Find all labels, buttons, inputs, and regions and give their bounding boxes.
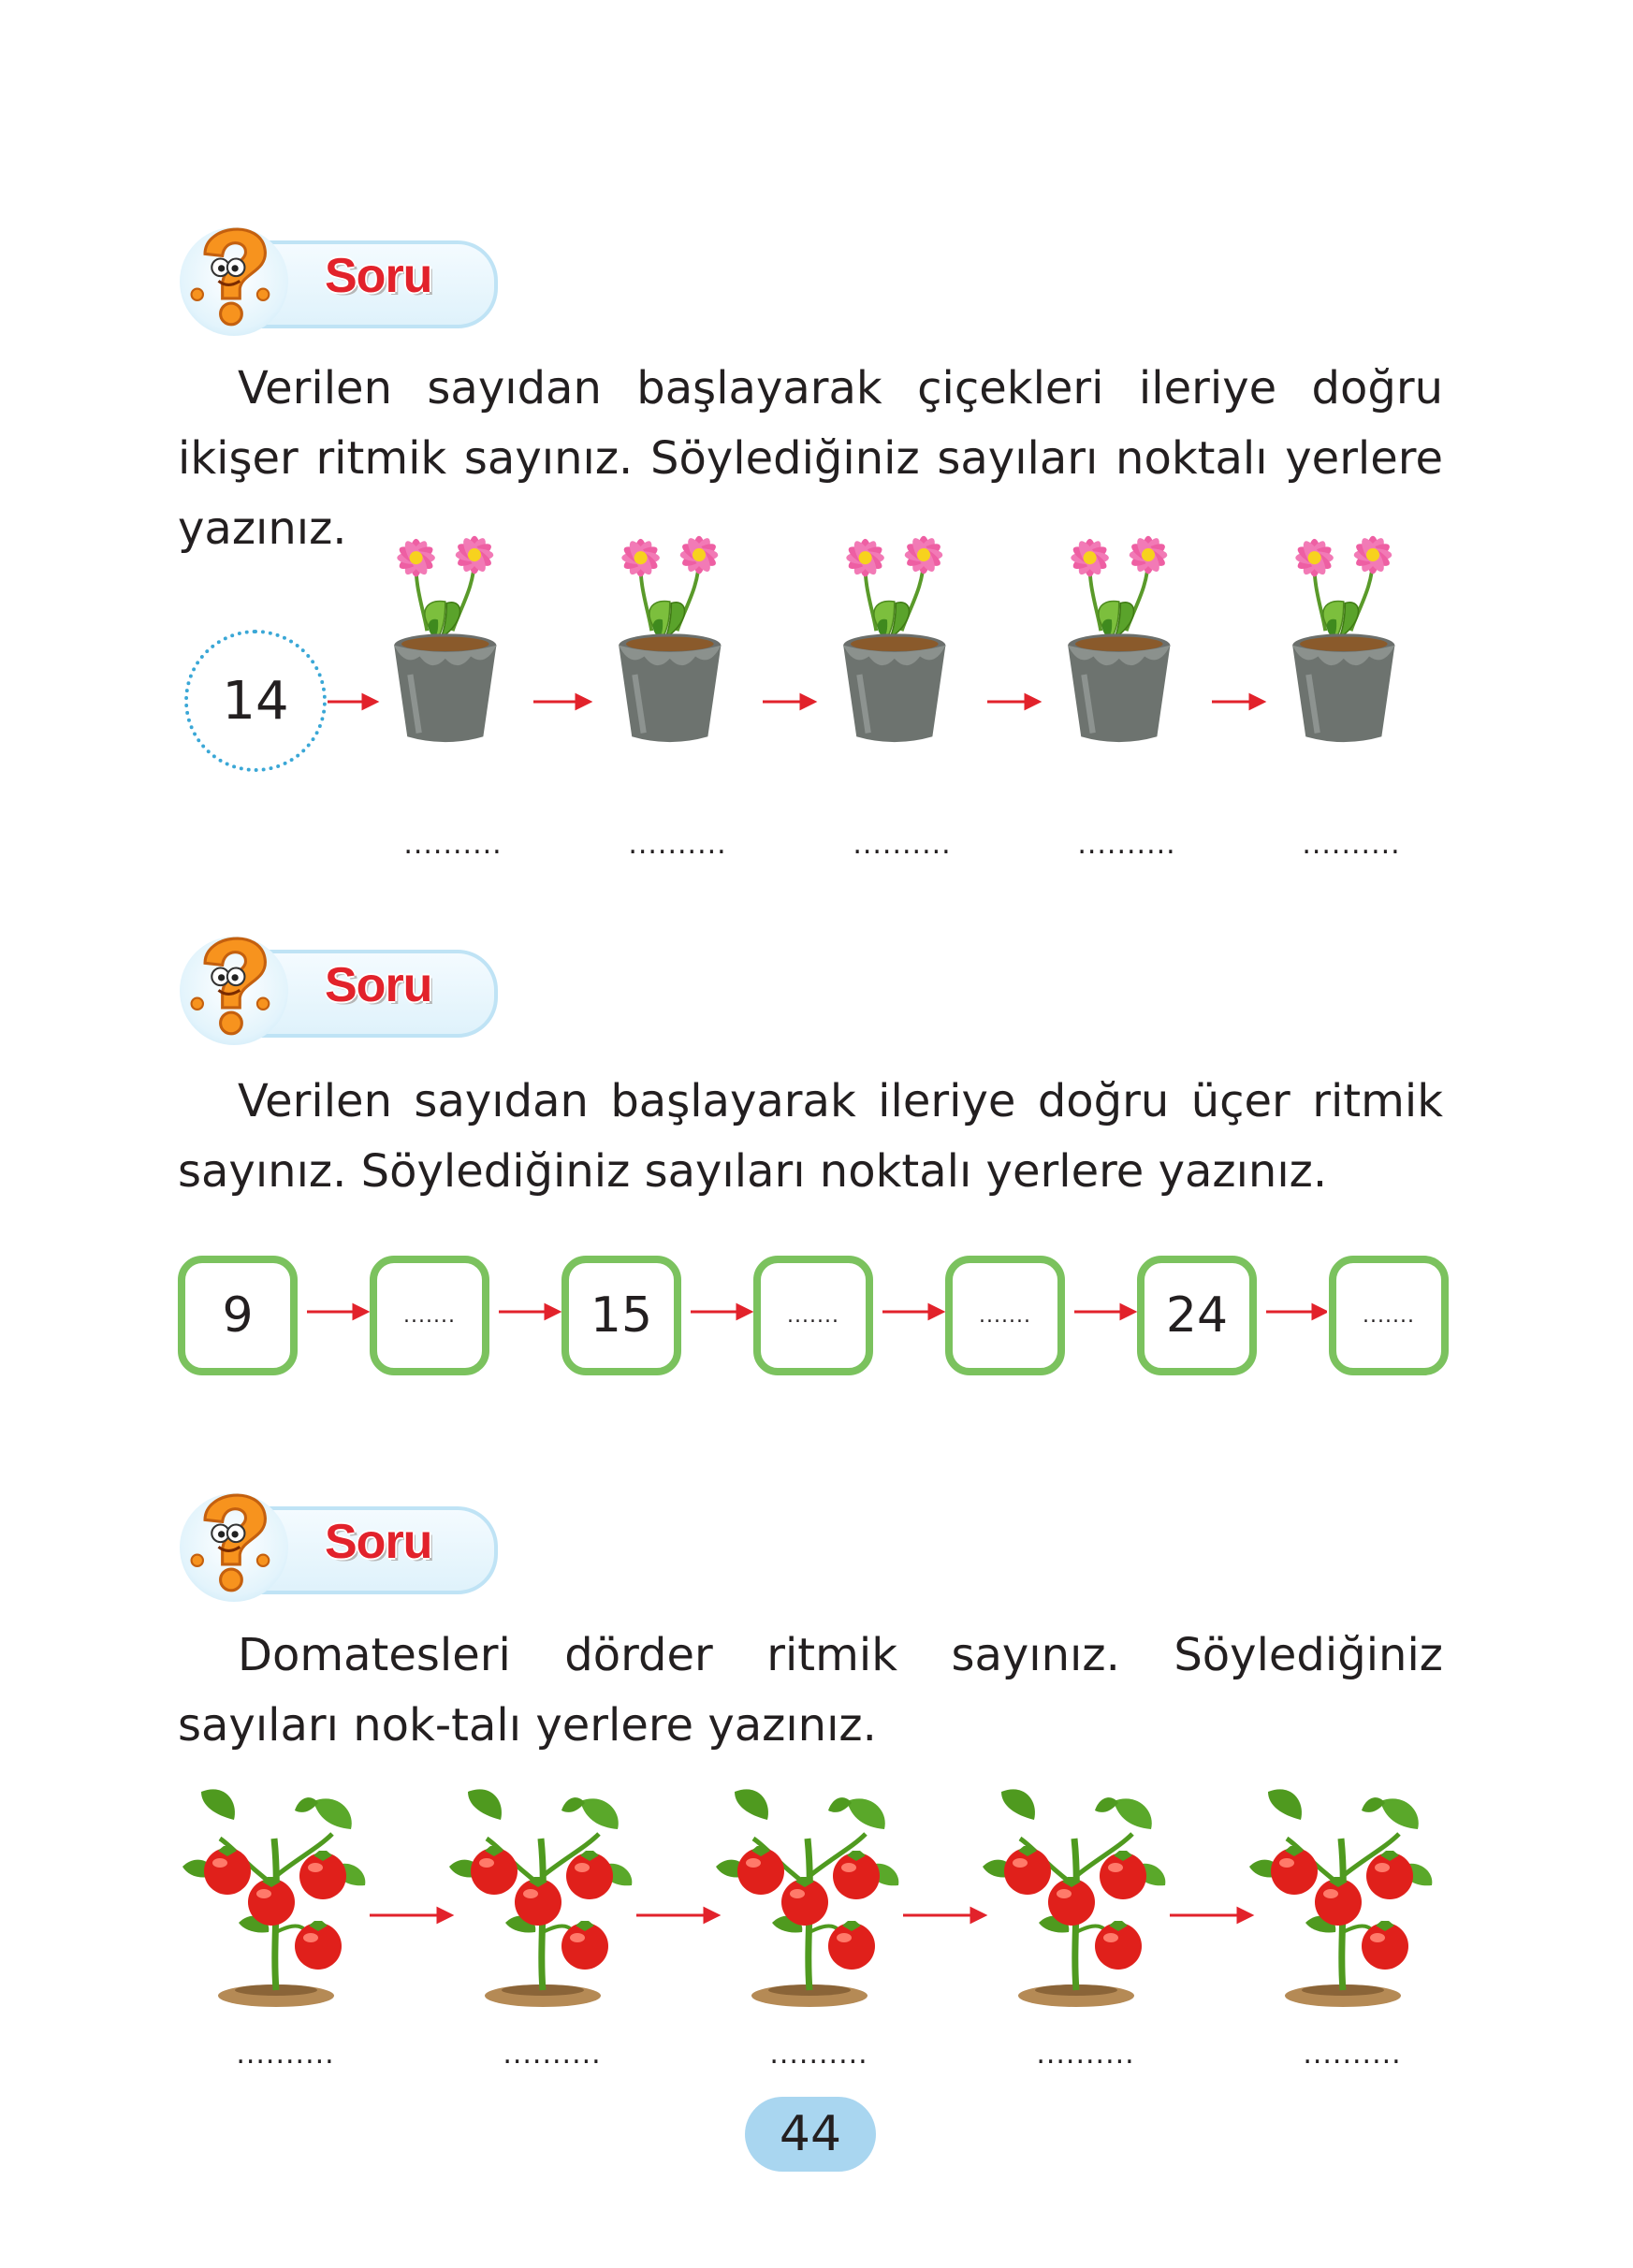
answer-blank[interactable]: .......... <box>1303 2038 1402 2071</box>
arrow-icon <box>307 1305 367 1318</box>
arrow-icon <box>1266 1305 1326 1318</box>
arrow-icon <box>636 1909 718 1922</box>
tomato-plant-1 <box>182 1789 365 2007</box>
soru-label-1: Soru <box>325 249 432 303</box>
question-text-3: Domatesleri dörder ritmik sayınız. Söylediğiniz sayıları nok-talı yerlere yazınız. <box>178 1629 1443 1752</box>
answer-blank[interactable]: .......... <box>236 2038 335 2071</box>
arrow-icon <box>499 1305 559 1318</box>
answer-blank[interactable]: .......... <box>1036 2038 1135 2071</box>
question-mascot-icon <box>185 1483 279 1595</box>
tomato-plant-4 <box>983 1789 1165 2007</box>
number-box[interactable]: ....... <box>370 1256 489 1375</box>
answer-blank[interactable]: .......... <box>628 828 727 861</box>
answer-blank[interactable]: .......... <box>1302 828 1401 861</box>
soru-label-2: Soru <box>325 958 432 1012</box>
soru-label-3: Soru <box>325 1515 432 1569</box>
start-number-circle: 14 <box>184 630 327 772</box>
question-text-2: Verilen sayıdan başlayarak ileriye doğru üçer ritmik sayınız. Söylediğiniz sayıları noktalı yerlere yazınız. <box>178 1075 1443 1198</box>
number-box: 9 <box>178 1256 298 1375</box>
number-box: 24 <box>1137 1256 1257 1375</box>
arrow-icon <box>763 695 814 708</box>
question-text-1: Verilen sayıdan başlayarak çiçekleri ileriye doğru ikişer ritmik sayınız. Söylediğiniz sayıları noktalı yerlere yazınız. <box>178 362 1443 555</box>
arrow-icon <box>370 1909 451 1922</box>
question-mascot-icon <box>185 217 279 329</box>
arrow-icon <box>328 695 376 708</box>
flower-pot-3 <box>843 535 945 742</box>
number-box[interactable]: ....... <box>753 1256 873 1375</box>
page-number: 44 <box>745 2097 876 2172</box>
answer-blank[interactable]: .......... <box>769 2038 868 2071</box>
number-box[interactable]: ....... <box>1329 1256 1449 1375</box>
tomato-plant-2 <box>449 1789 632 2007</box>
flower-pot-5 <box>1292 535 1394 742</box>
arrow-icon <box>1074 1305 1134 1318</box>
flower-pot-4 <box>1068 535 1170 742</box>
arrow-icon <box>533 695 590 708</box>
flower-pot-1 <box>394 535 496 742</box>
arrow-icon <box>987 695 1039 708</box>
arrow-icon <box>903 1909 984 1922</box>
answer-blank[interactable]: .......... <box>1077 828 1176 861</box>
tomato-plant-3 <box>716 1789 898 2007</box>
answer-blank[interactable]: .......... <box>403 828 503 861</box>
box-arrows <box>298 1301 1327 1338</box>
tomato-plant-5 <box>1249 1789 1432 2007</box>
tomato-row <box>178 1782 1451 2016</box>
number-box: 15 <box>561 1256 681 1375</box>
arrow-icon <box>882 1305 942 1318</box>
question-mascot-icon <box>185 926 279 1039</box>
arrow-icon <box>691 1305 751 1318</box>
arrow-icon <box>1212 695 1263 708</box>
arrow-icon <box>1170 1909 1251 1922</box>
flower-row <box>309 533 1479 786</box>
answer-blank[interactable]: .......... <box>853 828 952 861</box>
number-box[interactable]: ....... <box>945 1256 1065 1375</box>
answer-blank[interactable]: .......... <box>503 2038 602 2071</box>
flower-pot-2 <box>619 535 721 742</box>
